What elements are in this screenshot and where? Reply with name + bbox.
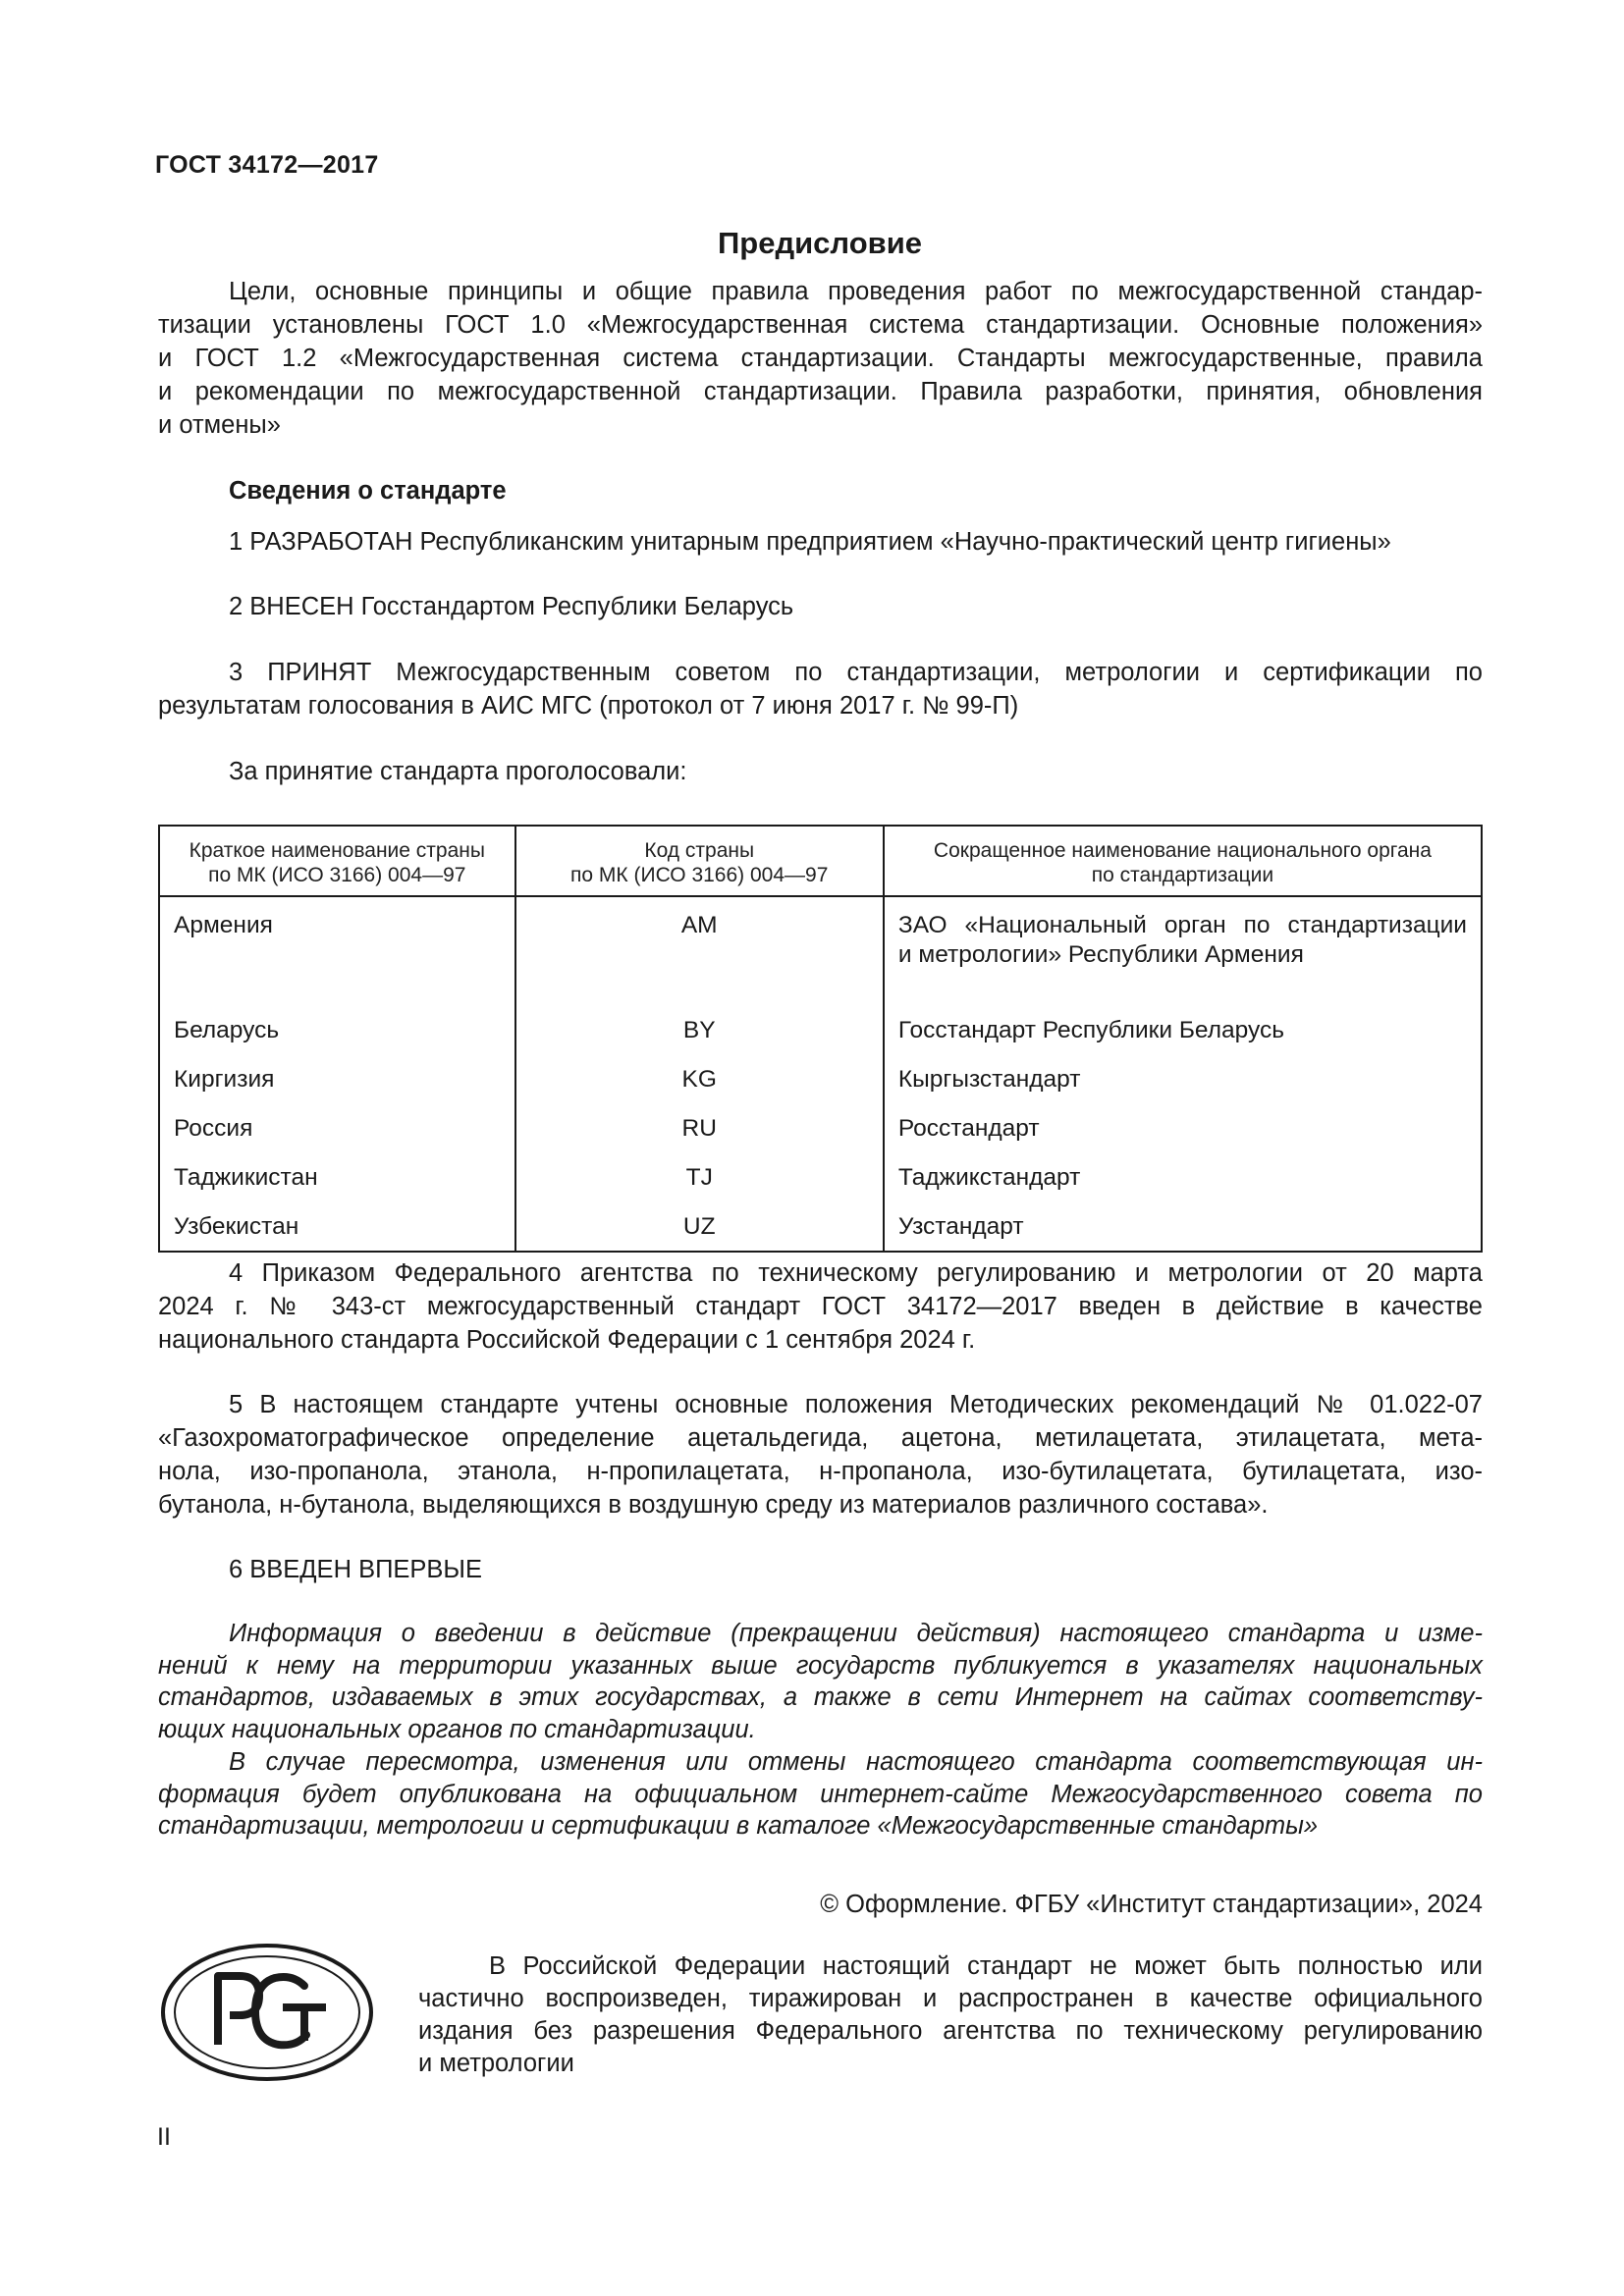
intro-line: тизации установлены ГОСТ 1.0 «Межгосударственная система стандартизации. Основные положения» <box>158 311 1483 339</box>
body-cell: Росстандарт <box>884 1102 1482 1151</box>
info-heading: Сведения о стандарте <box>229 477 507 505</box>
body-cell: Таджикстандарт <box>884 1151 1482 1201</box>
item-4 <box>158 1256 1483 1357</box>
italic-info-line: ющих национальных органов по стандартизации. <box>158 1715 756 1743</box>
italic-info-2 <box>158 1746 1483 1842</box>
header-country: Краткое наименование страны по МК (ИСО 3166) 004—97 <box>159 826 515 896</box>
document-code: ГОСТ 34172—2017 <box>155 151 379 179</box>
item-3-line: 3 ПРИНЯТ Межгосударственным советом по стандартизации, метрологии и сертификации по <box>229 659 1483 686</box>
header-code: Код страны по МК (ИСО 3166) 004—97 <box>515 826 884 896</box>
italic-info-line: нений к нему на территории указанных выше государств публикуется в указателях национальных <box>158 1651 1483 1680</box>
notice-line: издания без разрешения Федерального агентства по техническому регулированию <box>418 2017 1483 2045</box>
table-row <box>159 1151 1482 1201</box>
country-cell: Беларусь <box>159 1004 515 1053</box>
pct-certification-mark-icon <box>157 1939 378 2086</box>
table-row <box>159 896 1482 1004</box>
item-3-line: результатам голосования в АИС МГС (протокол от 7 июня 2017 г. № 99-П) <box>158 692 1019 720</box>
table-row <box>159 1004 1482 1053</box>
notice-line: частично воспроизведен, тиражирован и распространен в качестве официального <box>418 1985 1483 2012</box>
code-cell: BY <box>515 1004 884 1053</box>
code-cell: AM <box>515 896 884 1004</box>
item-1: 1 РАЗРАБОТАН Республиканским унитарным предприятием «Научно-практический центр гигиены» <box>229 528 1391 556</box>
code-cell: RU <box>515 1102 884 1151</box>
italic-info-line: стандартизации, метрологии и сертификации в каталоге «Межгосударственные стандарты» <box>158 1812 1319 1840</box>
intro-paragraph <box>158 275 1483 442</box>
intro-line: и ГОСТ 1.2 «Межгосударственная система стандартизации. Стандарты межгосударственные, правила <box>158 345 1483 372</box>
item-6: 6 ВВЕДЕН ВПЕРВЫЕ <box>229 1556 483 1583</box>
country-cell: Узбекистан <box>159 1201 515 1252</box>
country-cell: Армения <box>159 896 515 1004</box>
reproduction-notice <box>418 1950 1483 2080</box>
code-cell: UZ <box>515 1201 884 1252</box>
code-cell: TJ <box>515 1151 884 1201</box>
item-5 <box>158 1388 1483 1522</box>
country-cell: Россия <box>159 1102 515 1151</box>
item-4-line: 4 Приказом Федерального агентства по техническому регулированию и метрологии от 20 марта <box>229 1259 1483 1287</box>
body-cell: ЗАО «Национальный орган по стандартизации и метрологии» Республики Армения <box>884 896 1482 1004</box>
item-4-line: 2024 г. № 343-ст межгосударственный стандарт ГОСТ 34172—2017 введен в действие в качестве <box>158 1293 1483 1320</box>
body-cell: Узстандарт <box>884 1201 1482 1252</box>
notice-line: В Российской Федерации настоящий стандарт не может быть полностью или <box>489 1952 1483 1980</box>
page-title: Предисловие <box>717 226 922 260</box>
item-5-line: «Газохроматографическое определение ацетальдегида, ацетона, метилацетата, этилацетата, мета- <box>158 1424 1483 1452</box>
italic-info-line: Информация о введении в действие (прекращении действия) настоящего стандарта и изме- <box>229 1620 1483 1647</box>
header-body: Сокращенное наименование национального органа по стандартизации <box>884 826 1482 896</box>
item-3 <box>158 656 1483 722</box>
italic-info-line: стандартов, издаваемых в этих государствах, а также в сети Интернет на сайтах соответству- <box>158 1683 1483 1711</box>
body-cell: Госстандарт Республики Беларусь <box>884 1004 1482 1053</box>
intro-line: Цели, основные принципы и общие правила проведения работ по межгосударственной стандар- <box>229 278 1483 305</box>
voting-table <box>158 825 1483 1253</box>
table-row <box>159 1102 1482 1151</box>
table-row <box>159 1053 1482 1102</box>
italic-info-line: В случае пересмотра, изменения или отмены настоящего стандарта соответствующая ин- <box>229 1748 1483 1776</box>
country-cell: Таджикистан <box>159 1151 515 1201</box>
table-row <box>159 1201 1482 1252</box>
notice-line: и метрологии <box>418 2050 574 2077</box>
copyright-notice: © Оформление. ФГБУ «Институт стандартизации», 2024 <box>820 1891 1483 1918</box>
item-5-line: нола, изо-пропанола, этанола, н-пропилацетата, н-пропанола, изо-бутилацетата, бутилацетата, изо- <box>158 1458 1483 1485</box>
code-cell: KG <box>515 1053 884 1102</box>
italic-info-1 <box>158 1618 1483 1745</box>
body-cell: Кыргызстандарт <box>884 1053 1482 1102</box>
item-5-line: бутанола, н-бутанола, выделяющихся в воздушную среду из материалов различного состава». <box>158 1491 1269 1519</box>
italic-info-line: формация будет опубликована на официальном интернет-сайте Межгосударственного совета по <box>158 1780 1483 1808</box>
vote-intro: За принятие стандарта проголосовали: <box>229 758 687 785</box>
item-5-line: 5 В настоящем стандарте учтены основные положения Методических рекомендаций № 01.022-07 <box>229 1391 1483 1418</box>
intro-line: и рекомендации по межгосударственной стандартизации. Правила разработки, принятия, обновления <box>158 378 1483 405</box>
intro-line: и отмены» <box>158 411 281 439</box>
item-2: 2 ВНЕСЕН Госстандартом Республики Беларусь <box>229 593 794 620</box>
country-cell: Киргизия <box>159 1053 515 1102</box>
page-number: II <box>157 2123 171 2151</box>
table-header-row <box>159 826 1482 896</box>
item-4-line: национального стандарта Российской Федерации с 1 сентября 2024 г. <box>158 1326 976 1354</box>
